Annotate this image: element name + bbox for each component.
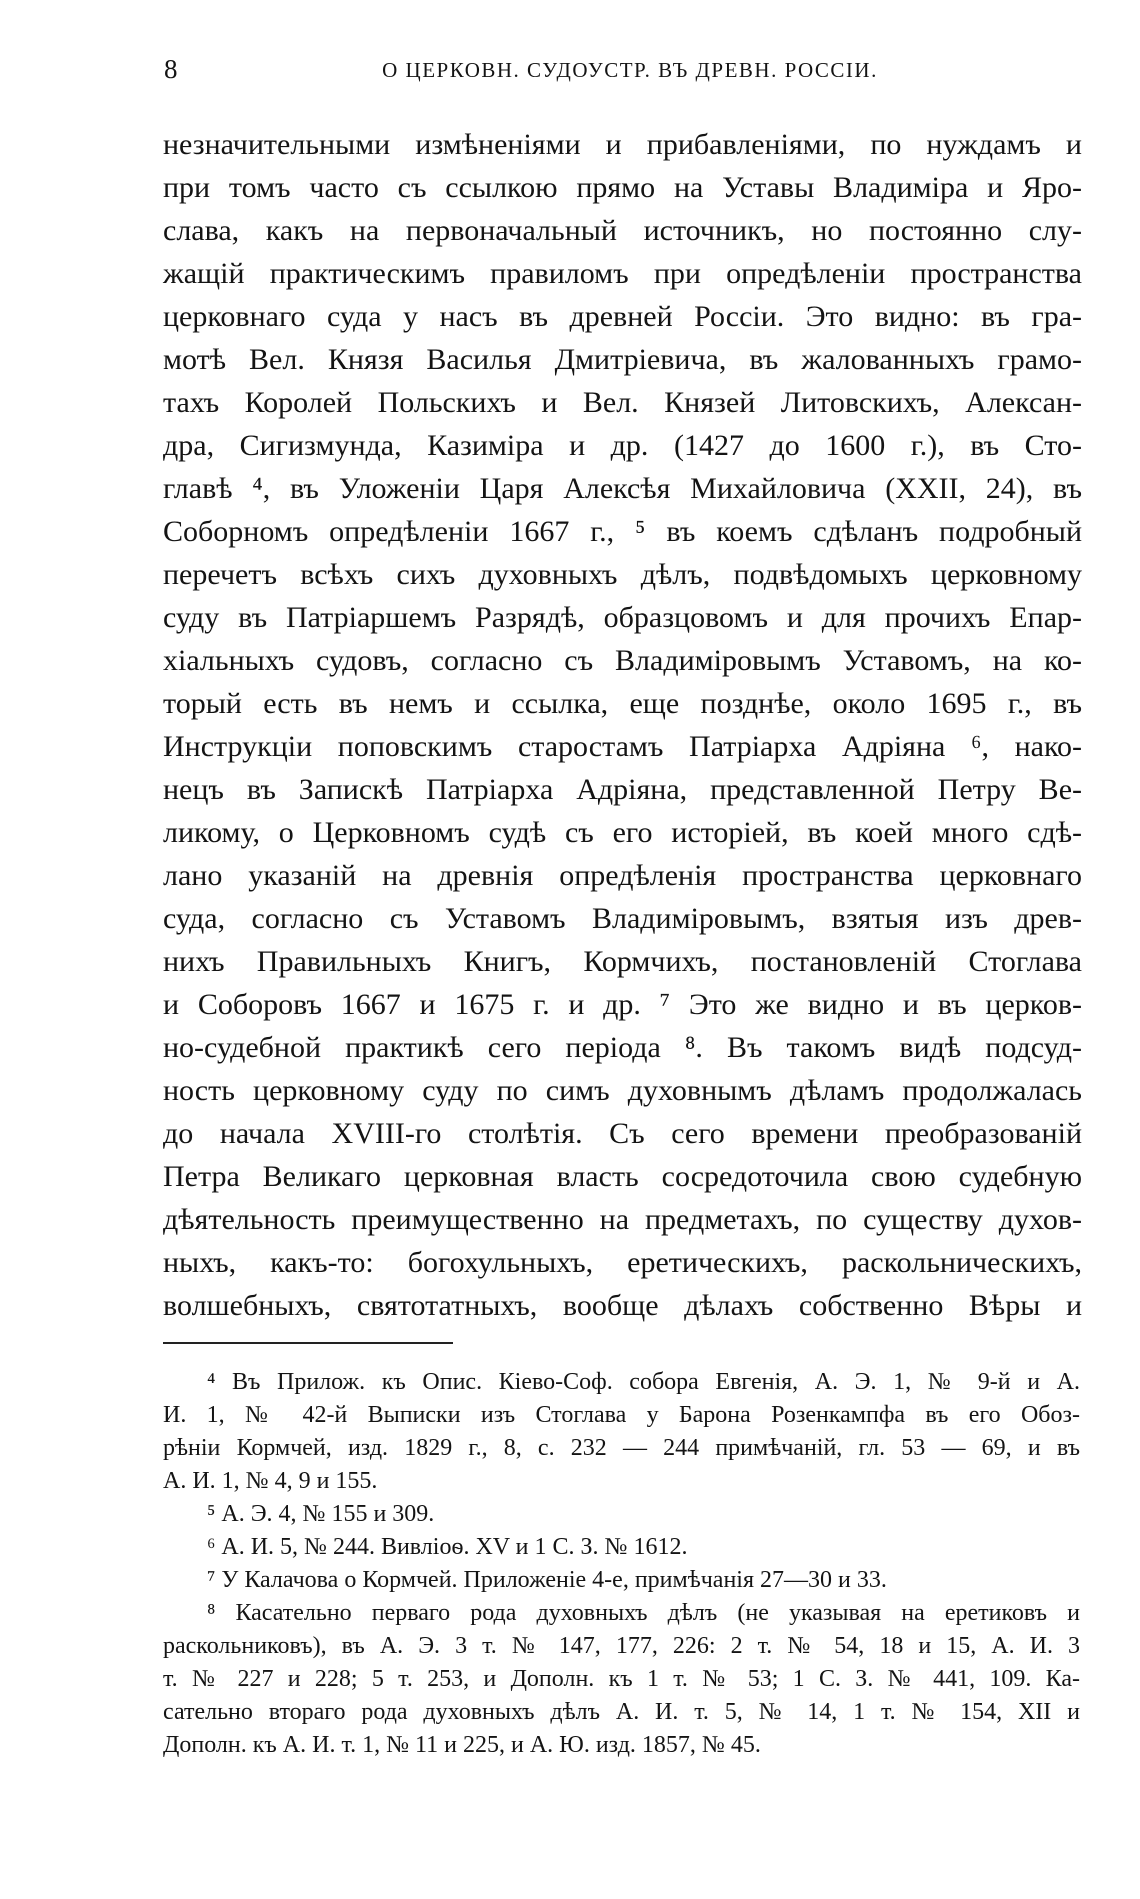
body-line: Инструкціи поповскимъ старостамъ Патріарха Адріяна ⁶, нако- (163, 730, 1082, 763)
body-line: слава, какъ на первоначальный источникъ, но постоянно слу- (163, 214, 1082, 247)
body-line: суду въ Патріаршемъ Разрядѣ, образцовомъ и для прочихъ Епар- (163, 601, 1082, 634)
footnote-line: раскольниковъ), въ А. Э. 3 т. № 147, 177, 226: 2 т. № 54, 18 и 15, А. И. 3 (163, 1633, 1080, 1659)
footnote-text: А. И. 5, № 244. Вивліоѳ. XV и 1 С. З. № 1612. (221, 1534, 688, 1560)
body-line: лано указаній на древнія опредѣленія пространства церковнаго (163, 859, 1082, 892)
body-line: дра, Сигизмунда, Казиміра и др. (1427 до 1600 г.), въ Сто- (163, 429, 1082, 462)
body-line: дѣятельность преимущественно на предметахъ, по существу духов- (163, 1203, 1082, 1236)
footnote-line: И. 1, № 42-й Выписки изъ Стоглава у Барона Розенкампфа въ его Обоз- (163, 1402, 1080, 1428)
footnote-mark: ⁴ (207, 1369, 216, 1395)
footnote-line (163, 1564, 1080, 1597)
page-number: 8 (164, 54, 178, 84)
footnote-line (163, 1531, 1080, 1564)
body-line: торый есть въ немъ и ссылка, еще позднѣе, около 1695 г., въ (163, 687, 1082, 720)
body-line: ныхъ, какъ-то: богохульныхъ, еретическихъ, раскольническихъ, (163, 1246, 1082, 1279)
body-line: незначительными измѣненіями и прибавленіями, по нуждамъ и (163, 128, 1082, 161)
body-line: главѣ ⁴, въ Уложеніи Царя Алексѣя Михайловича (XXII, 24), въ (163, 472, 1082, 505)
footnote-line (163, 1597, 1080, 1630)
footnote-line (163, 1498, 1080, 1531)
body-line: нецъ въ Запискѣ Патріарха Адріяна, представленной Петру Ве- (163, 773, 1082, 806)
body-line: Петра Великаго церковная власть сосредоточила свою судебную (163, 1160, 1082, 1193)
footnote-mark: ⁸ (207, 1600, 216, 1626)
body-line: мотѣ Вел. Князя Василья Дмитріевича, въ жалованныхъ грамо- (163, 343, 1082, 376)
footnote-line: Дополн. къ А. И. т. 1, № 11 и 225, и А. Ю. изд. 1857, № 45. (163, 1732, 761, 1758)
body-line: волшебныхъ, святотатныхъ, вообще дѣлахъ собственно Вѣры и (163, 1289, 1082, 1322)
body-line: перечетъ всѣхъ сихъ духовныхъ дѣлъ, подвѣдомыхъ церковному (163, 558, 1082, 591)
footnotes (163, 1366, 1080, 1762)
footnote-line (163, 1366, 1080, 1399)
body-line: тахъ Королей Польскихъ и Вел. Князей Литовскихъ, Алексан- (163, 386, 1082, 419)
body-line: церковнаго суда у насъ въ древней Россіи. Это видно: въ гра- (163, 300, 1082, 333)
footnote-text: Касательно перваго рода духовныхъ дѣлъ (не указывая на еретиковъ и (235, 1600, 1080, 1626)
body-line: хіальныхъ судовъ, согласно съ Владиміровымъ Уставомъ, на ко- (163, 644, 1082, 677)
footnote-text: А. Э. 4, № 155 и 309. (221, 1501, 435, 1527)
footnote-text: Въ Прилож. къ Опис. Кіево-Соф. собора Евгенія, А. Э. 1, № 9-й и А. (231, 1369, 1081, 1395)
footnote-line: т. № 227 и 228; 5 т. 253, и Дополн. къ 1 т. № 53; 1 С. З. № 441, 109. Ка- (163, 1666, 1080, 1692)
footnote-mark: ⁶ (207, 1534, 216, 1560)
body-line: ность церковному суду по симъ духовнымъ дѣламъ продолжалась (163, 1074, 1082, 1107)
footnote-mark: ⁷ (207, 1567, 216, 1593)
body-line: суда, согласно съ Уставомъ Владиміровымъ, взятыя изъ древ- (163, 902, 1082, 935)
body-line: Соборномъ опредѣленіи 1667 г., ⁵ въ коемъ сдѣланъ подробный (163, 515, 1082, 548)
body-line: нихъ Правильныхъ Книгъ, Кормчихъ, постановленій Стоглава (163, 945, 1082, 978)
body-line: до начала XVIII-го столѣтія. Съ сего времени преобразованій (163, 1117, 1082, 1150)
running-title: О ЦЕРКОВН. СУДОУСТР. ВЪ ДРЕВН. РОССІИ. (382, 58, 878, 82)
body-line: при томъ часто съ ссылкою прямо на Уставы Владиміра и Яро- (163, 171, 1082, 204)
footnote-separator-rule (163, 1342, 453, 1344)
body-line: жащій практическимъ правиломъ при опредѣленіи пространства (163, 257, 1082, 290)
footnote-line: А. И. 1, № 4, 9 и 155. (163, 1468, 378, 1494)
footnote-line: сательно втораго рода духовныхъ дѣлъ А. И. т. 5, № 14, 1 т. № 154, XII и (163, 1699, 1080, 1725)
footnote-text: У Калачова о Кормчей. Приложеніе 4-е, примѣчанія 27—30 и 33. (221, 1567, 887, 1593)
body-text (163, 123, 1082, 1327)
footnote-mark: ⁵ (207, 1501, 216, 1527)
footnote-line: рѣніи Кормчей, изд. 1829 г., 8, с. 232 — 244 примѣчаній, гл. 53 — 69, и въ (163, 1435, 1080, 1461)
body-line: и Соборовъ 1667 и 1675 г. и др. ⁷ Это же видно и въ церков- (163, 988, 1082, 1021)
body-line: ликому, о Церковномъ судѣ съ его исторіей, въ коей много сдѣ- (163, 816, 1082, 849)
body-line: но-судебной практикѣ сего періода ⁸. Въ такомъ видѣ подсуд- (163, 1031, 1082, 1064)
